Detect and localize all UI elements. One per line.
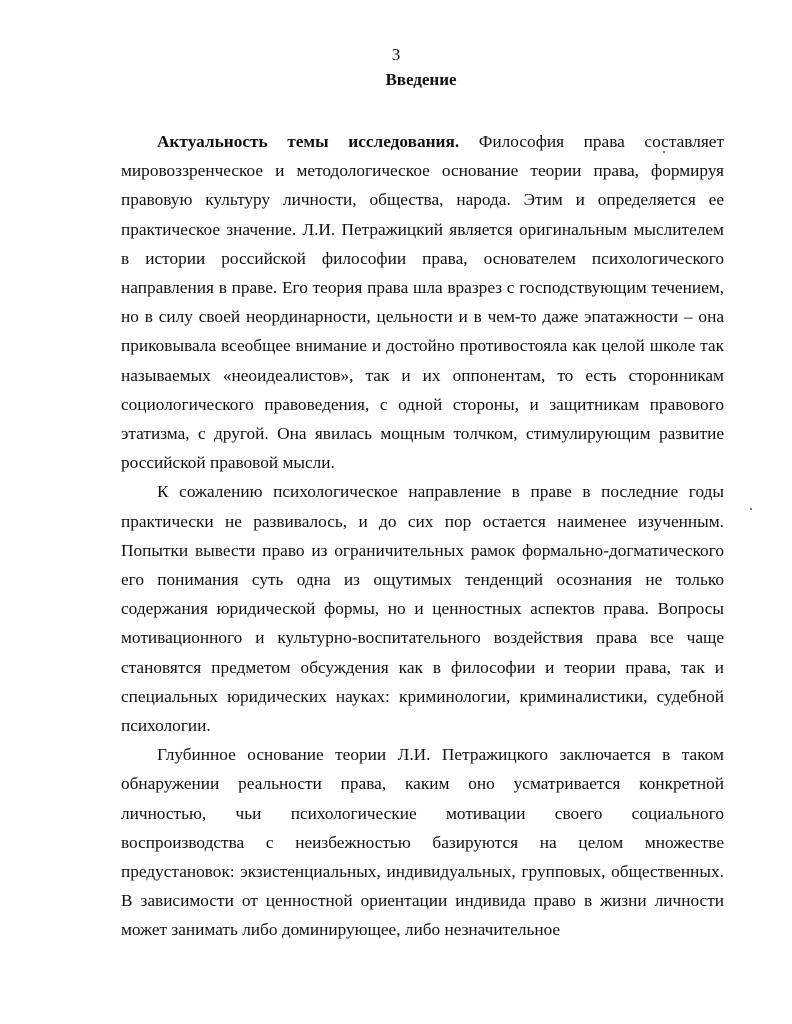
paragraph-psychological-direction <box>121 477 724 740</box>
scan-speck <box>663 151 665 153</box>
paragraph-text: К сожалению психологическое направление в праве в последние годы практически не развивалось, и до сих пор остается наименее изученным. Попытки вывести право из ограничительных рамок формально-догматического его понимания суть одна из ощутимых тенденций осознания не только содержания юридической формы, но и ценностных аспектов права. Вопросы мотивационного и культурно-воспитательного воздействия права все чаще становятся предметом обсуждения как в философии и теории права, так и специальных юридических науках: криминологии, криминалистики, судебной психологии. <box>121 482 724 736</box>
page-number: 3 <box>391 45 401 64</box>
paragraph-lead: Актуальность темы исследования. <box>157 132 460 151</box>
body-text <box>121 127 724 945</box>
section-heading: Введение <box>385 70 457 89</box>
paragraph-deep-foundation <box>121 740 724 944</box>
paragraph-relevance <box>121 127 724 477</box>
paragraph-text: Глубинное основание теории Л.И. Петражицкого заключается в таком обнаружении реальности права, каким оно усматривается конкретной личностью, чьи психологические мотивации своего социального воспроизводства с неизбежностью базируются на целом множестве предустановок: экзистенциальных, индивидуальных, групповых, общественных. В зависимости от ценностной ориентации индивида право в жизни личности может занимать либо доминирующее, либо незначительное <box>121 745 724 940</box>
paragraph-text: Философия права составляет мировоззренческое и методологическое основание теории права, формируя правовую культуру личности, общества, народа. Этим и определяется ее практическое значение. Л.И. Петражицкий является оригинальным мыслителем в истории российской философии права, основателем психологического направления в праве. Его теория права шла вразрез с господствующим течением, но в силу своей неординарности, цельности и в чем-то даже эпатажности – она приковывала всеобщее внимание и достойно противостояла как целой школе так называемых «неоидеалистов», так и их оппонентам, то есть сторонникам социологического правоведения, с одной стороны, и защитникам правового этатизма, с другой. Она явилась мощным толчком, стимулирующим развитие российской правовой мысли. <box>121 132 724 473</box>
scan-speck <box>750 508 752 510</box>
